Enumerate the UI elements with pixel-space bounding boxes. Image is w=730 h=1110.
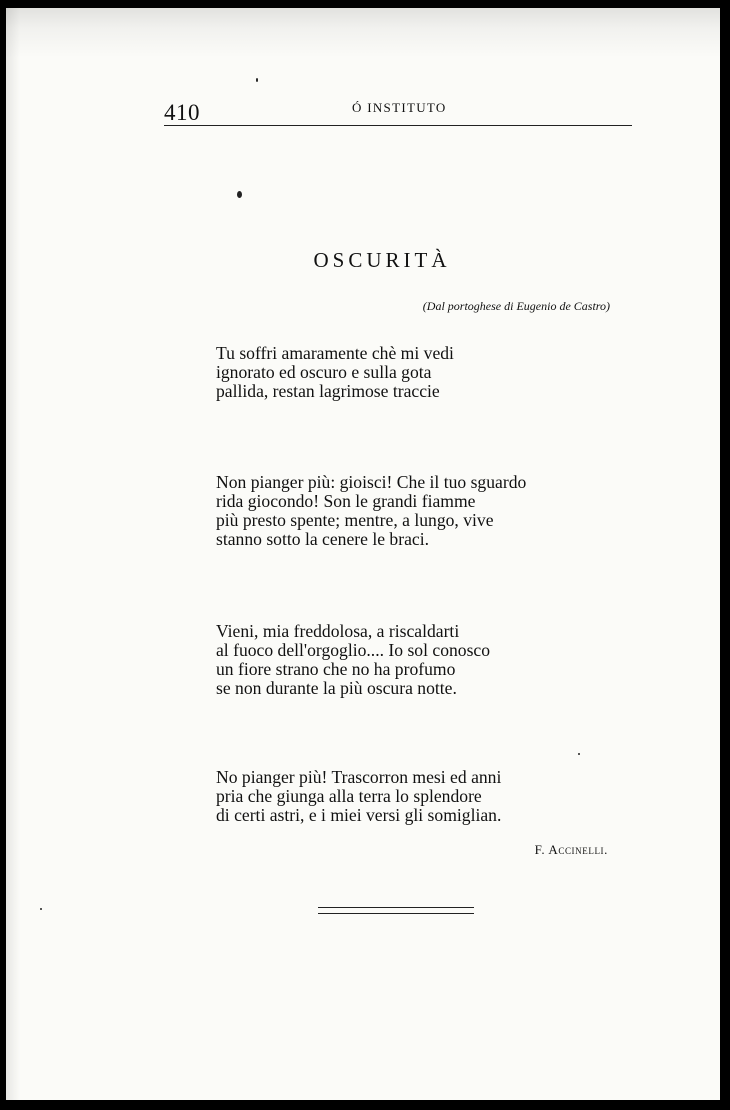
scan-shadow-left — [6, 8, 20, 1100]
verse-line: Tu soffri amaramente chè mi vedi — [216, 343, 454, 363]
verse-line: di certi astri, e i miei versi gli somiglian. — [216, 805, 502, 825]
verse-line: pallida, restan lagrimose traccie — [216, 381, 440, 401]
scan-shadow-top — [6, 8, 720, 58]
ink-speck — [237, 191, 242, 198]
stanza — [216, 768, 501, 825]
stanza — [216, 473, 526, 549]
verse-line: se non durante la più oscura notte. — [216, 678, 457, 698]
poem-title: OSCURITÀ — [313, 248, 451, 272]
verse-line: più presto spente; mentre, a lungo, vive — [216, 510, 494, 530]
verse-line: Vieni, mia freddolosa, a riscaldarti — [216, 621, 460, 641]
author-signature: F. Accinelli. — [534, 842, 608, 857]
verse-line: stanno sotto la cenere le braci. — [216, 529, 429, 549]
document-page — [6, 8, 720, 1100]
ink-speck — [256, 78, 258, 82]
verse-line: Non pianger più: gioisci! Che il tuo sguardo — [216, 472, 527, 492]
end-rule — [318, 907, 474, 908]
header-rule — [164, 125, 632, 126]
page-number: 410 — [164, 100, 200, 125]
verse-line: ignorato ed oscuro e sulla gota — [216, 362, 432, 382]
verse-line: rida giocondo! Son le grandi fiamme — [216, 491, 476, 511]
end-rule — [318, 913, 474, 914]
verse-line: No pianger più! Trascorron mesi ed anni — [216, 767, 502, 787]
verse-line: al fuoco dell'orgoglio.... Io sol conosco — [216, 640, 491, 660]
verse-line: un fiore strano che no ha profumo — [216, 659, 456, 679]
ink-speck — [40, 908, 42, 910]
stanza — [216, 344, 454, 401]
poem-subtitle: (Dal portoghese di Eugenio de Castro) — [422, 299, 610, 313]
stanza — [216, 622, 490, 698]
ink-speck — [578, 753, 580, 755]
verse-line: pria che giunga alla terra lo splendore — [216, 786, 482, 806]
running-title: Ó INSTITUTO — [352, 100, 447, 115]
